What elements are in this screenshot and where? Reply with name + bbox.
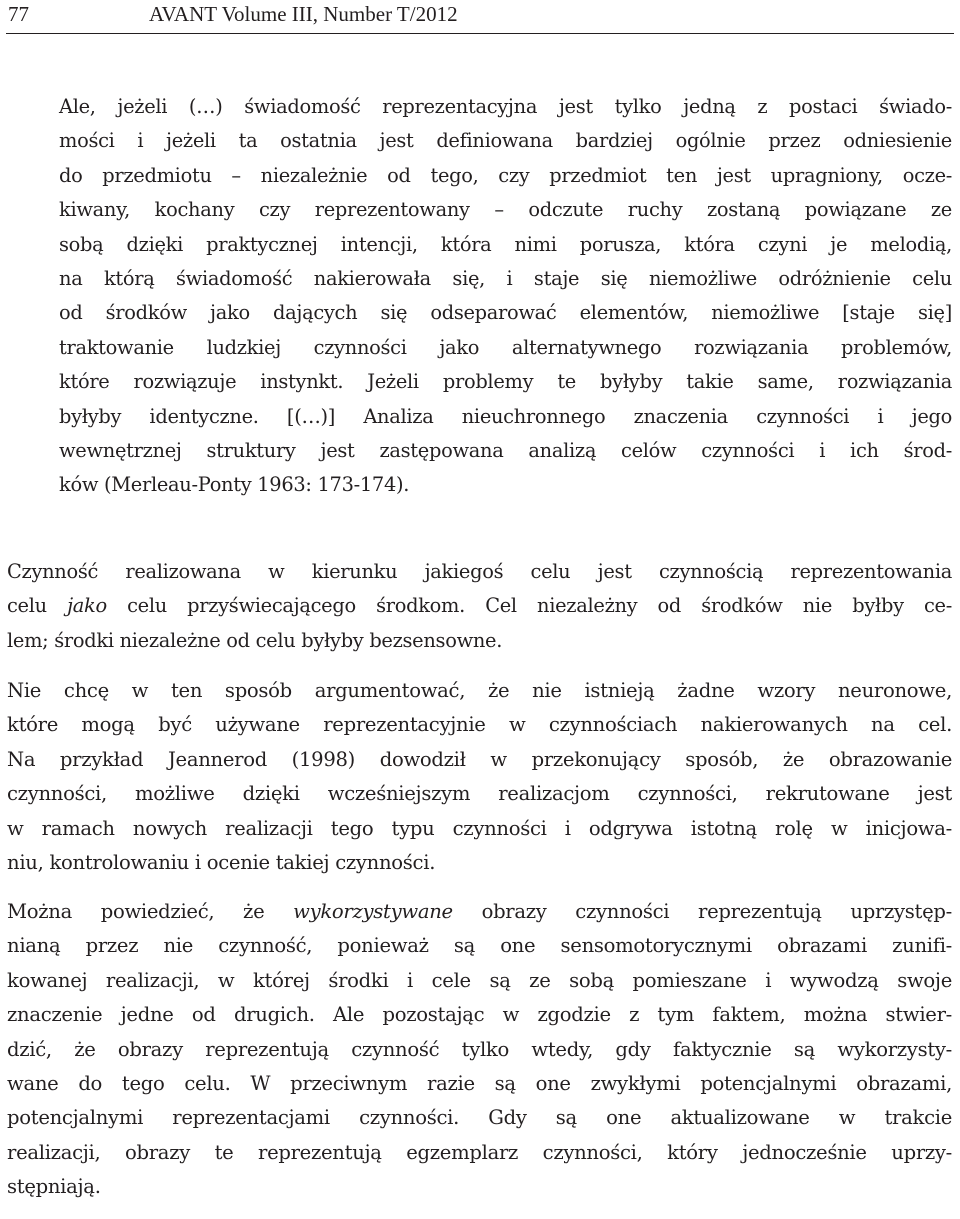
line-text: obrazy czynności reprezentują uprzystęp- bbox=[452, 900, 952, 923]
quote-line: sobą dzięki praktycznej intencji, która nimi porusza, która czyni je melodią, bbox=[59, 232, 952, 256]
quote-line: do przedmiotu – niezależnie od tego, czy przedmiot ten jest upragniony, ocze- bbox=[59, 163, 952, 187]
quote-line: kiwany, kochany czy reprezentowany – odczute ruchy zostaną powiązane ze bbox=[59, 198, 952, 222]
quote-line: Ale, jeżeli (…) świadomość reprezentacyjna jest tylko jedną z postaci świado- bbox=[59, 95, 952, 118]
header-rule bbox=[6, 33, 954, 34]
paragraph-line: realizacji, obrazy te reprezentują egzemplarz czynności, który jednocześnie uprzy- bbox=[7, 1140, 952, 1164]
paragraph-line: nianą przez nie czynność, ponieważ są one sensomotorycznymi obrazami zunifi- bbox=[7, 934, 952, 958]
running-title: AVANT Volume III, Number T/2012 bbox=[149, 2, 458, 26]
paragraph-line: które mogą być używane reprezentacyjnie w czynnościach nakierowanych na cel. bbox=[7, 713, 952, 737]
quote-line: traktowanie ludzkiej czynności jako alternatywnego rozwiązania problemów, bbox=[59, 335, 952, 359]
paragraph-line: niu, kontrolowaniu i ocenie takiej czynności. bbox=[7, 850, 436, 874]
paragraph-line bbox=[7, 589, 952, 623]
italic-term: jako bbox=[67, 594, 107, 618]
page-number: 77 bbox=[8, 2, 29, 26]
paragraph-line: Na przykład Jeannerod (1998) dowodził w przekonujący sposób, że obrazowanie bbox=[7, 747, 952, 771]
paragraph-3 bbox=[7, 895, 952, 1205]
paragraph-line: stępniają. bbox=[7, 1175, 101, 1199]
paragraph-line: Nie chcę w ten sposób argumentować, że nie istnieją żadne wzory neuronowe, bbox=[7, 679, 952, 702]
line-text: celu przyświecającego środkom. Cel niezależny od środków nie byłby ce- bbox=[106, 594, 952, 618]
italic-term: wykorzystywane bbox=[293, 900, 453, 923]
quote-line: byłyby identyczne. [(…)] Analiza nieuchronnego znaczenia czynności i jego bbox=[59, 404, 952, 428]
paragraph-line: dzić, że obrazy reprezentują czynność tylko wtedy, gdy faktycznie są wykorzysty- bbox=[7, 1037, 952, 1061]
quote-line: które rozwiązuje instynkt. Jeżeli problemy te byłyby takie same, rozwiązania bbox=[59, 370, 952, 394]
quote-line: wewnętrznej struktury jest zastępowana analizą celów czynności i ich środ- bbox=[59, 438, 952, 462]
paragraph-line: kowanej realizacji, w której środki i cele są ze sobą pomieszane i wywodzą swoje bbox=[7, 968, 952, 992]
paragraph-line: lem; środki niezależne od celu byłyby bezsensowne. bbox=[7, 628, 503, 652]
quote-line: ków (Merleau-Ponty 1963: 173-174). bbox=[59, 473, 410, 497]
line-text: Można powiedzieć, że bbox=[7, 900, 294, 923]
quote-line: na którą świadomość nakierowała się, i staje się niemożliwe odróżnienie celu bbox=[59, 266, 952, 290]
paragraph-2 bbox=[7, 674, 952, 880]
paragraph-line: Czynność realizowana w kierunku jakiegoś celu jest czynnością reprezentowania bbox=[7, 560, 952, 583]
paragraph-line: potencjalnymi reprezentacjami czynności. Gdy są one aktualizowane w trakcie bbox=[7, 1106, 952, 1130]
paragraph-line: w ramach nowych realizacji tego typu czynności i odgrywa istotną rolę w inicjowa- bbox=[7, 816, 952, 840]
quote-line: mości i jeżeli ta ostatnia jest definiowana bardziej ogólnie przez odniesienie bbox=[59, 129, 952, 153]
block-quote bbox=[59, 90, 952, 503]
paragraph-line: wane do tego celu. W przeciwnym razie są one zwykłymi potencjalnymi obrazami, bbox=[7, 1071, 952, 1095]
line-text: celu bbox=[7, 594, 68, 618]
page-header bbox=[0, 0, 960, 40]
paragraph-line: znaczenie jedne od drugich. Ale pozostając w zgodzie z tym faktem, można stwier- bbox=[7, 1003, 952, 1027]
paragraph-line bbox=[7, 895, 952, 929]
paragraph-1 bbox=[7, 555, 952, 658]
quote-line: od środków jako dających się odseparować elementów, niemożliwe [staje się] bbox=[59, 301, 952, 325]
paragraph-line: czynności, możliwe dzięki wcześniejszym realizacjom czynności, rekrutowane jest bbox=[7, 782, 952, 806]
